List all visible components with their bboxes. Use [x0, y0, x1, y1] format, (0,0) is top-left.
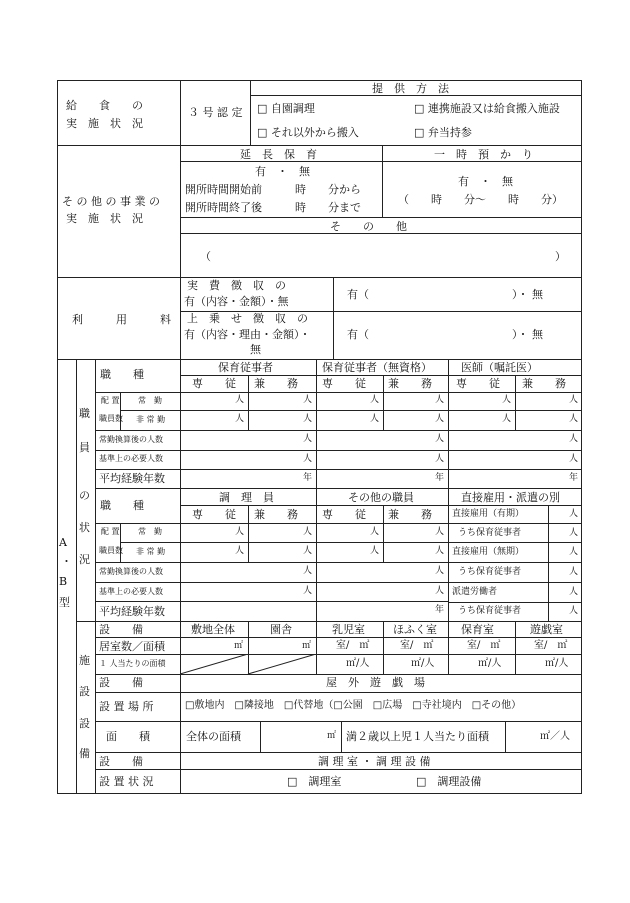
unit-person: 人	[303, 454, 313, 464]
full-time-header: 専 従	[192, 508, 236, 521]
staff-side-char: 況	[79, 553, 90, 566]
ab-type-char: 型	[59, 596, 70, 609]
actual-cost-value[interactable]: 有（ ）・ 無	[347, 288, 543, 301]
divider	[180, 233, 582, 234]
divider	[548, 505, 549, 621]
unit-person: 人	[502, 414, 512, 424]
extended-before-open: 開所時間開始前 時 分から	[185, 183, 361, 196]
extended-care-header: 延 長 保 育	[240, 148, 317, 161]
full-time-header: 専 従	[322, 377, 366, 390]
divider	[120, 542, 582, 543]
unit-person: 人	[303, 395, 313, 405]
assigned-label: 配 置	[101, 396, 120, 405]
equipment-label: 設 備	[99, 755, 143, 768]
divider	[382, 145, 383, 217]
divider	[180, 277, 181, 359]
outdoor-play-header: 屋 外 遊 戯 場	[326, 676, 425, 689]
unit-person: 人	[435, 546, 445, 556]
divider	[95, 450, 582, 451]
method-header: 提 供 方 法	[372, 82, 449, 95]
part-time-header: 兼 務	[388, 377, 432, 390]
divider	[260, 721, 261, 752]
install-location-label: 設 置 場 所	[99, 700, 154, 713]
unit-person: 人	[435, 395, 445, 405]
strike-line	[180, 654, 248, 674]
total-area-label: 全体の面積	[186, 730, 241, 743]
divider	[316, 359, 317, 488]
equipment-label: 設 備	[99, 676, 143, 689]
divider	[95, 359, 96, 794]
divider	[515, 621, 516, 674]
unit-m2-per-person: ㎡/人	[346, 658, 370, 669]
unit-person: 人	[303, 566, 313, 576]
method-option-partner[interactable]: □ 連携施設又は給食搬入施設	[414, 102, 560, 115]
staff-count-label: 職員数	[99, 546, 123, 555]
unit-m2: ㎡	[234, 641, 244, 651]
divider	[76, 359, 77, 794]
kitchen-header: 調 理 室 ・ 調 理 設 備	[318, 755, 431, 768]
part-time-header: 兼 務	[388, 508, 432, 521]
ab-type-char: A	[59, 536, 67, 549]
other-header: そ の 他	[330, 220, 407, 233]
regular-label: 常 勤	[138, 396, 162, 405]
direct-fixed-term-label: 直接雇用（有期）	[452, 509, 525, 519]
required-label: 基準上の必要人数	[99, 454, 163, 463]
facility-side-char: 備	[79, 747, 90, 760]
col-play-room: 遊戯室	[530, 623, 563, 636]
unit-year: 年	[303, 473, 313, 483]
kitchen-room-option[interactable]: □ 調理室	[287, 775, 342, 788]
divider	[505, 721, 506, 752]
divider	[95, 488, 582, 489]
divider	[95, 654, 582, 655]
other-staff-header: その他の職員	[348, 491, 414, 504]
unit-year: 年	[435, 473, 445, 483]
non-regular-label: 非 常 勤	[136, 415, 166, 424]
unit-person: 人	[569, 454, 579, 464]
staff-count-label: 職員数	[99, 414, 123, 423]
actual-cost-line2: 有（内容・金額）・無	[184, 295, 289, 308]
divider	[95, 674, 582, 675]
divider	[248, 505, 249, 562]
divider	[180, 621, 181, 794]
other-paren-close: ）	[555, 250, 566, 263]
divider	[120, 410, 582, 411]
col-infant-room: 乳児室	[332, 623, 365, 636]
full-time-header: 専 従	[192, 377, 236, 390]
assigned-label: 配 置	[101, 527, 120, 536]
part-time-header: 兼 務	[522, 377, 566, 390]
staff-side-char: の	[79, 489, 90, 502]
kitchen-equipment-option[interactable]: □ 調理設備	[416, 775, 482, 788]
divider	[250, 95, 582, 96]
divider	[248, 375, 249, 430]
unit-person: 人	[569, 567, 579, 577]
extended-after-close: 開所時間終了後 時 分まで	[185, 201, 361, 214]
temp-yes-no[interactable]: 有 ・ 無	[458, 175, 513, 188]
unit-m2-per-person: ㎡／人	[540, 731, 570, 742]
unit-person: 人	[435, 527, 445, 537]
location-options[interactable]: □敷地内 □隣接地 □代替地（□公園 □広場 □寺社境内 □その他）	[185, 700, 522, 711]
rooms-area-label: 居室数／面積	[99, 640, 165, 653]
method-option-lunchbox[interactable]: □ 弁当持参	[414, 126, 472, 139]
col-crawling-room: ほふく室	[393, 623, 437, 636]
per-2yr-area-label: 満２歳以上児１人当たり面積	[346, 730, 489, 743]
unit-year: 年	[569, 473, 579, 483]
other-business-label-bottom: 実 施 状 況	[66, 212, 143, 225]
strike-line	[248, 654, 316, 674]
area-label: 面 積	[106, 730, 150, 743]
surcharge-line2: 有（内容・理由・金額）・	[184, 328, 311, 341]
divider	[180, 359, 181, 488]
unit-person: 人	[303, 546, 313, 556]
other-business-label-top: そ の 他 の 事 業 の	[62, 195, 160, 208]
other-paren-open: （	[200, 250, 211, 263]
meal-label-top: 給 食 の	[66, 99, 143, 112]
divider	[515, 375, 516, 430]
unit-person: 人	[235, 414, 245, 424]
col-building: 園舎	[270, 623, 292, 636]
divider	[448, 621, 449, 674]
divider	[180, 488, 181, 621]
equipment-label: 設 備	[99, 623, 143, 636]
of-which-childcare-label: うち保育従事者	[458, 606, 522, 616]
method-option-other[interactable]: □ それ以外から搬入	[257, 126, 359, 139]
ab-type-char: ・	[61, 555, 72, 568]
divider	[95, 469, 582, 470]
temp-time-range: （ 時 分～ 時 分）	[398, 193, 563, 206]
avg-experience-label: 平均経験年数	[99, 472, 165, 485]
staff-side-char: 職	[79, 407, 90, 420]
actual-cost-line1: 実 費 徴 収 の	[187, 279, 286, 292]
divider	[180, 505, 582, 506]
divider	[95, 392, 582, 393]
surcharge-line3: 無	[250, 343, 261, 356]
unit-person: 人	[435, 434, 445, 444]
unit-person: 人	[303, 586, 313, 596]
unit-room-m2: 室/ ㎡	[400, 640, 434, 651]
unit-person: 人	[569, 395, 579, 405]
job-type-label: 職 種	[100, 368, 144, 381]
divider	[57, 359, 582, 360]
divider	[95, 637, 582, 638]
avg-experience-label: 平均経験年数	[99, 605, 165, 618]
unit-person: 人	[370, 546, 380, 556]
divider	[341, 721, 342, 752]
unit-person: 人	[435, 586, 445, 596]
divider	[95, 523, 582, 524]
facility-side-char: 施	[79, 654, 90, 667]
divider	[57, 145, 582, 146]
divider	[250, 80, 251, 145]
unit-person: 人	[435, 454, 445, 464]
col-nursery-room: 保育室	[461, 623, 494, 636]
unit-m2-per-person: ㎡/人	[545, 658, 569, 669]
unit-person: 人	[569, 606, 579, 616]
unit-person: 人	[235, 395, 245, 405]
unit-person: 人	[569, 528, 579, 538]
unqualified-worker-header: 保育従事者（無資格）	[322, 361, 432, 374]
divider	[95, 752, 582, 753]
non-regular-label: 非 常 勤	[136, 547, 166, 556]
unit-person: 人	[569, 587, 579, 597]
unit-person: 人	[370, 414, 380, 424]
divider	[180, 145, 181, 277]
employment-type-header: 直接雇用・派遣の別	[461, 491, 560, 504]
divider	[448, 359, 449, 488]
unit-person: 人	[303, 434, 313, 444]
ab-type-char: B	[59, 575, 68, 588]
divider	[120, 392, 121, 430]
unit-year: 年	[435, 605, 445, 615]
divider	[76, 621, 582, 622]
divider	[95, 430, 582, 431]
staff-side-char: 員	[79, 441, 90, 454]
divider	[95, 692, 582, 693]
unit-m2-per-person: ㎡/人	[411, 658, 435, 669]
unit-room-m2: 室/ ㎡	[534, 640, 568, 651]
regular-label: 常 勤	[138, 527, 162, 536]
unit-person: 人	[370, 395, 380, 405]
direct-permanent-label: 直接雇用（無期）	[452, 547, 525, 557]
facility-side-char: 設	[79, 717, 90, 730]
unit-person: 人	[235, 527, 245, 537]
full-time-header: 専 従	[456, 377, 500, 390]
part-time-header: 兼 務	[254, 377, 298, 390]
temp-care-header: 一 時 預 か り	[434, 148, 533, 161]
divider	[95, 721, 582, 722]
of-which-childcare-label: うち保育従事者	[458, 528, 522, 538]
extended-yes-no[interactable]: 有 ・ 無	[255, 165, 310, 178]
unit-person: 人	[435, 566, 445, 576]
divider	[448, 602, 582, 603]
diagonal-strike	[180, 654, 317, 675]
divider	[120, 523, 121, 562]
divider	[333, 277, 334, 359]
divider	[180, 217, 582, 218]
unit-person: 人	[569, 414, 579, 424]
unit-person: 人	[569, 547, 579, 557]
cook-header: 調 理 員	[219, 491, 274, 504]
divider	[383, 375, 384, 430]
unit-room-m2: 室/ ㎡	[467, 640, 501, 651]
unit-person: 人	[235, 546, 245, 556]
unit-person: 人	[502, 395, 512, 405]
divider	[95, 562, 582, 563]
full-time-header: 専 従	[322, 508, 366, 521]
divider	[180, 80, 181, 145]
divider	[57, 277, 582, 278]
unit-person: 人	[370, 527, 380, 537]
childcare-worker-header: 保育従事者	[218, 361, 273, 374]
dispatch-worker-label: 派遣労働者	[452, 587, 498, 597]
divider	[95, 582, 582, 583]
divider	[448, 488, 449, 621]
divider	[316, 488, 317, 621]
staff-side-char: 状	[79, 521, 90, 534]
divider	[180, 375, 582, 376]
required-label: 基準上の必要人数	[99, 587, 163, 596]
divider	[95, 601, 448, 602]
unit-m2: ㎡	[327, 731, 337, 741]
unit-room-m2: 室/ ㎡	[336, 640, 370, 651]
fte-label: 常勤換算後の人数	[99, 567, 163, 576]
fte-label: 常勤換算後の人数	[99, 435, 163, 444]
install-status-label: 設 置 状 況	[99, 775, 154, 788]
of-which-childcare-label: うち保育従事者	[458, 567, 522, 577]
unit-m2-per-person: ㎡/人	[478, 658, 502, 669]
surcharge-value[interactable]: 有（ ）・ 無	[347, 328, 543, 341]
fee-label: 利 用 料	[72, 313, 171, 326]
meal-label-bottom: 実 施 状 況	[66, 117, 143, 130]
divider	[383, 505, 384, 562]
unit-person: 人	[303, 414, 313, 424]
unit-person: 人	[569, 434, 579, 444]
cert-label: ３ 号 認 定	[188, 106, 243, 119]
unit-person: 人	[303, 527, 313, 537]
job-type-label: 職 種	[100, 499, 144, 512]
unit-person: 人	[569, 509, 579, 519]
doctor-header: 医師（嘱託医）	[461, 361, 538, 374]
divider	[95, 769, 582, 770]
unit-m2: ㎡	[302, 641, 312, 651]
col-whole-site: 敷地全体	[191, 623, 235, 636]
surcharge-line1: 上 乗 せ 徴 収 の	[187, 312, 308, 325]
divider	[383, 621, 384, 674]
per-child-area-label: １ 人当たりの面積	[99, 659, 166, 668]
method-option-self[interactable]: □ 自園調理	[257, 102, 315, 115]
part-time-header: 兼 務	[254, 508, 298, 521]
unit-person: 人	[435, 414, 445, 424]
divider	[180, 161, 582, 162]
facility-side-char: 設	[79, 685, 90, 698]
